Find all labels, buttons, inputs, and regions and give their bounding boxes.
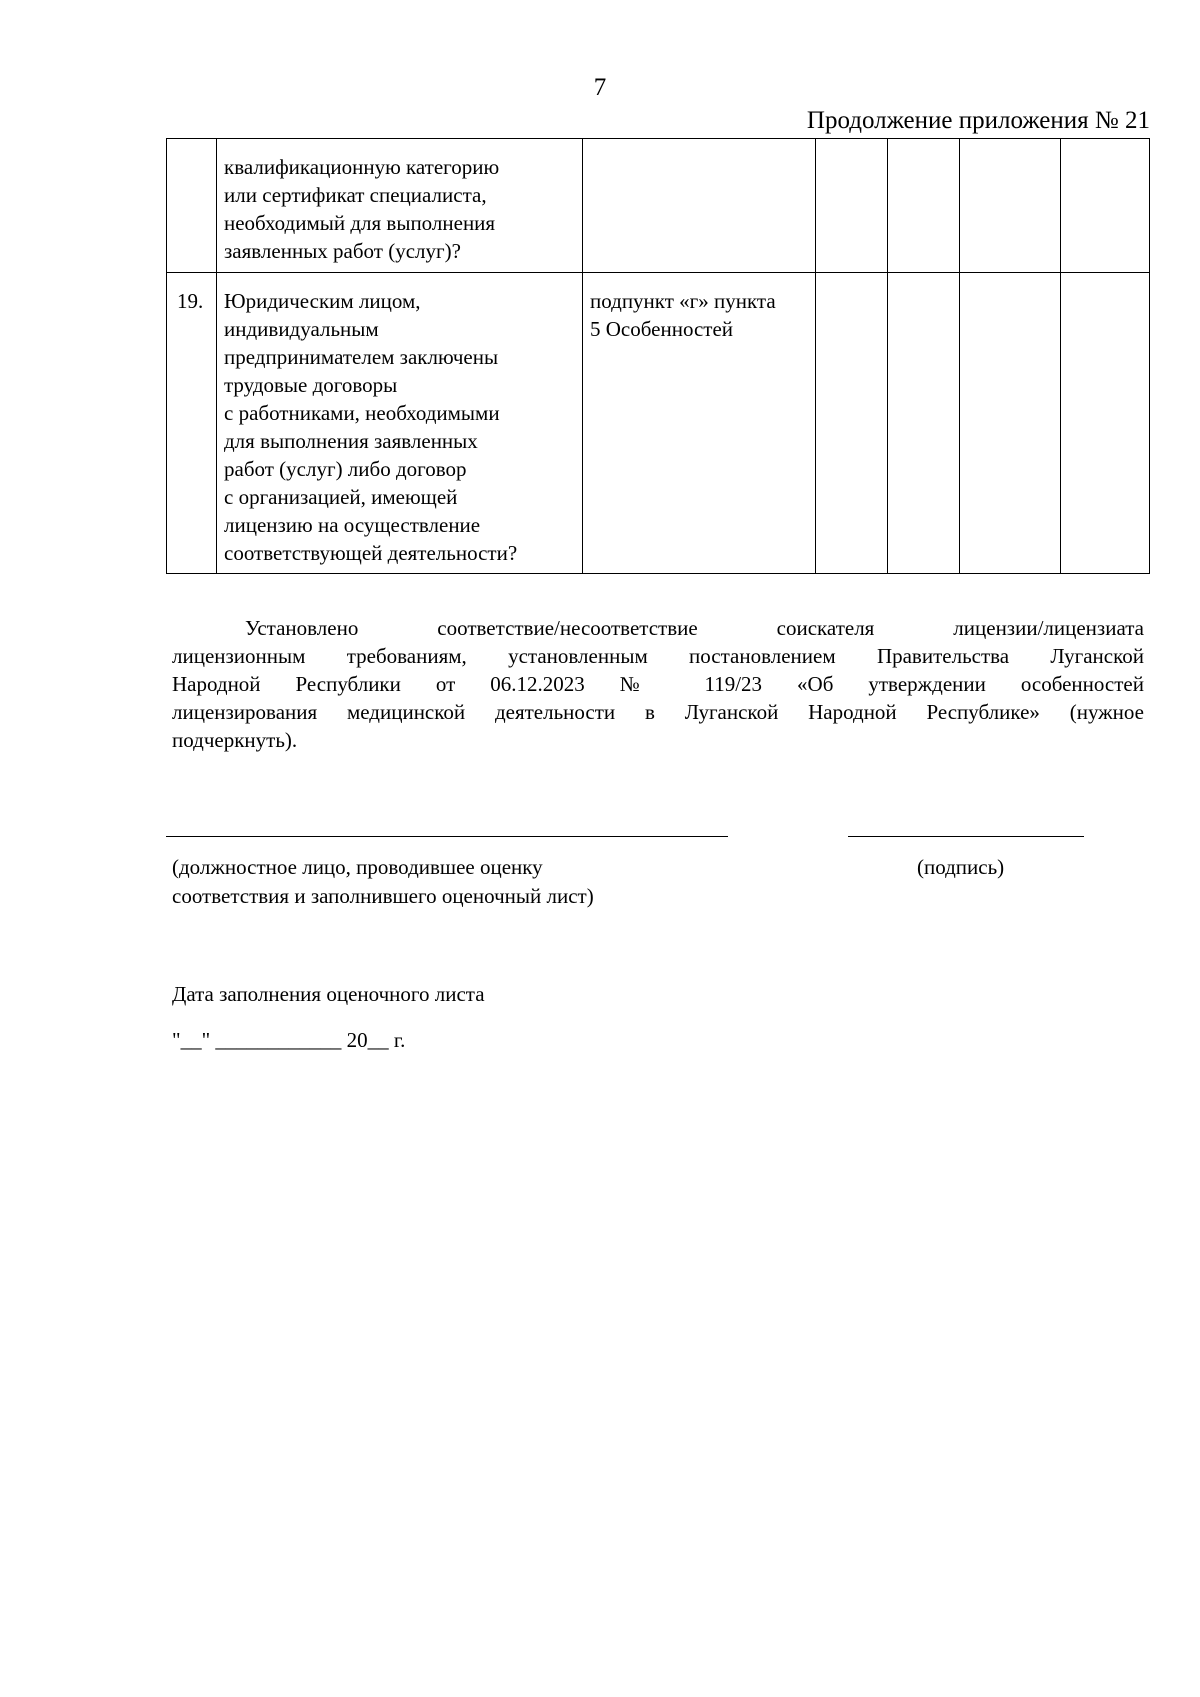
conclusion-line: лицензионным требованиям, установленным постановлением Правительства Луганской [172,644,1144,668]
answer-cell[interactable] [888,273,960,574]
conclusion-line: Народной Республики от 06.12.2023 № 119/23 «Об утверждении особенностей [172,672,1144,696]
fill-date-label: Дата заполнения оценочного листа [172,982,485,1006]
checklist-table [166,138,1150,574]
answer-cell[interactable] [960,273,1061,574]
question-line: индивидуальным [224,317,379,341]
row-number-cell [167,139,217,273]
question-cell [217,273,583,574]
conclusion-line: подчеркнуть). [172,728,298,752]
signature-caption: (подпись) [917,855,1005,879]
fill-date-field[interactable]: "__" ____________ 20__ г. [172,1028,406,1052]
official-caption-line: соответствия и заполнившего оценочный лист) [172,884,594,908]
question-cell [217,139,583,273]
question-line: для выполнения заявленных [224,429,478,453]
official-signature-line[interactable] [166,836,728,837]
official-caption [172,853,594,911]
question-line: квалификационную категорию [224,155,500,179]
answer-cell[interactable] [816,139,888,273]
reference-line: подпункт «г» пункта [590,289,776,313]
question-line: Юридическим лицом, [224,289,421,313]
answer-cell[interactable] [1061,139,1150,273]
table-row [167,273,1150,574]
signature-line[interactable] [848,836,1084,837]
question-line: заявленных работ (услуг)? [224,239,461,263]
question-line: с организацией, имеющей [224,485,458,509]
question-line: работ (услуг) либо договор [224,457,467,481]
answer-cell[interactable] [1061,273,1150,574]
reference-line: 5 Особенностей [590,317,734,341]
question-line: необходимый для выполнения [224,211,496,235]
conclusion-paragraph [172,614,1144,754]
official-caption-line: (должностное лицо, проводившее оценку [172,855,543,879]
table-row [167,139,1150,273]
question-line: предпринимателем заключены [224,345,499,369]
question-line: или сертификат специалиста, [224,183,487,207]
conclusion-line: Установлено соответствие/несоответствие соискателя лицензии/лицензиата [245,616,1144,640]
question-line: с работниками, необходимыми [224,401,500,425]
conclusion-line: лицензирования медицинской деятельности в Луганской Народной Республике» (нужное [172,700,1144,724]
page-number: 7 [593,74,607,101]
question-line: соответствующей деятельности? [224,541,518,565]
question-line: лицензию на осуществление [224,513,481,537]
answer-cell[interactable] [816,273,888,574]
appendix-continuation-label: Продолжение приложения № 21 [806,107,1150,134]
question-line: трудовые договоры [224,373,398,397]
answer-cell[interactable] [888,139,960,273]
reference-cell [583,139,816,273]
reference-cell [583,273,816,574]
answer-cell[interactable] [960,139,1061,273]
row-number-cell: 19. [167,273,217,574]
